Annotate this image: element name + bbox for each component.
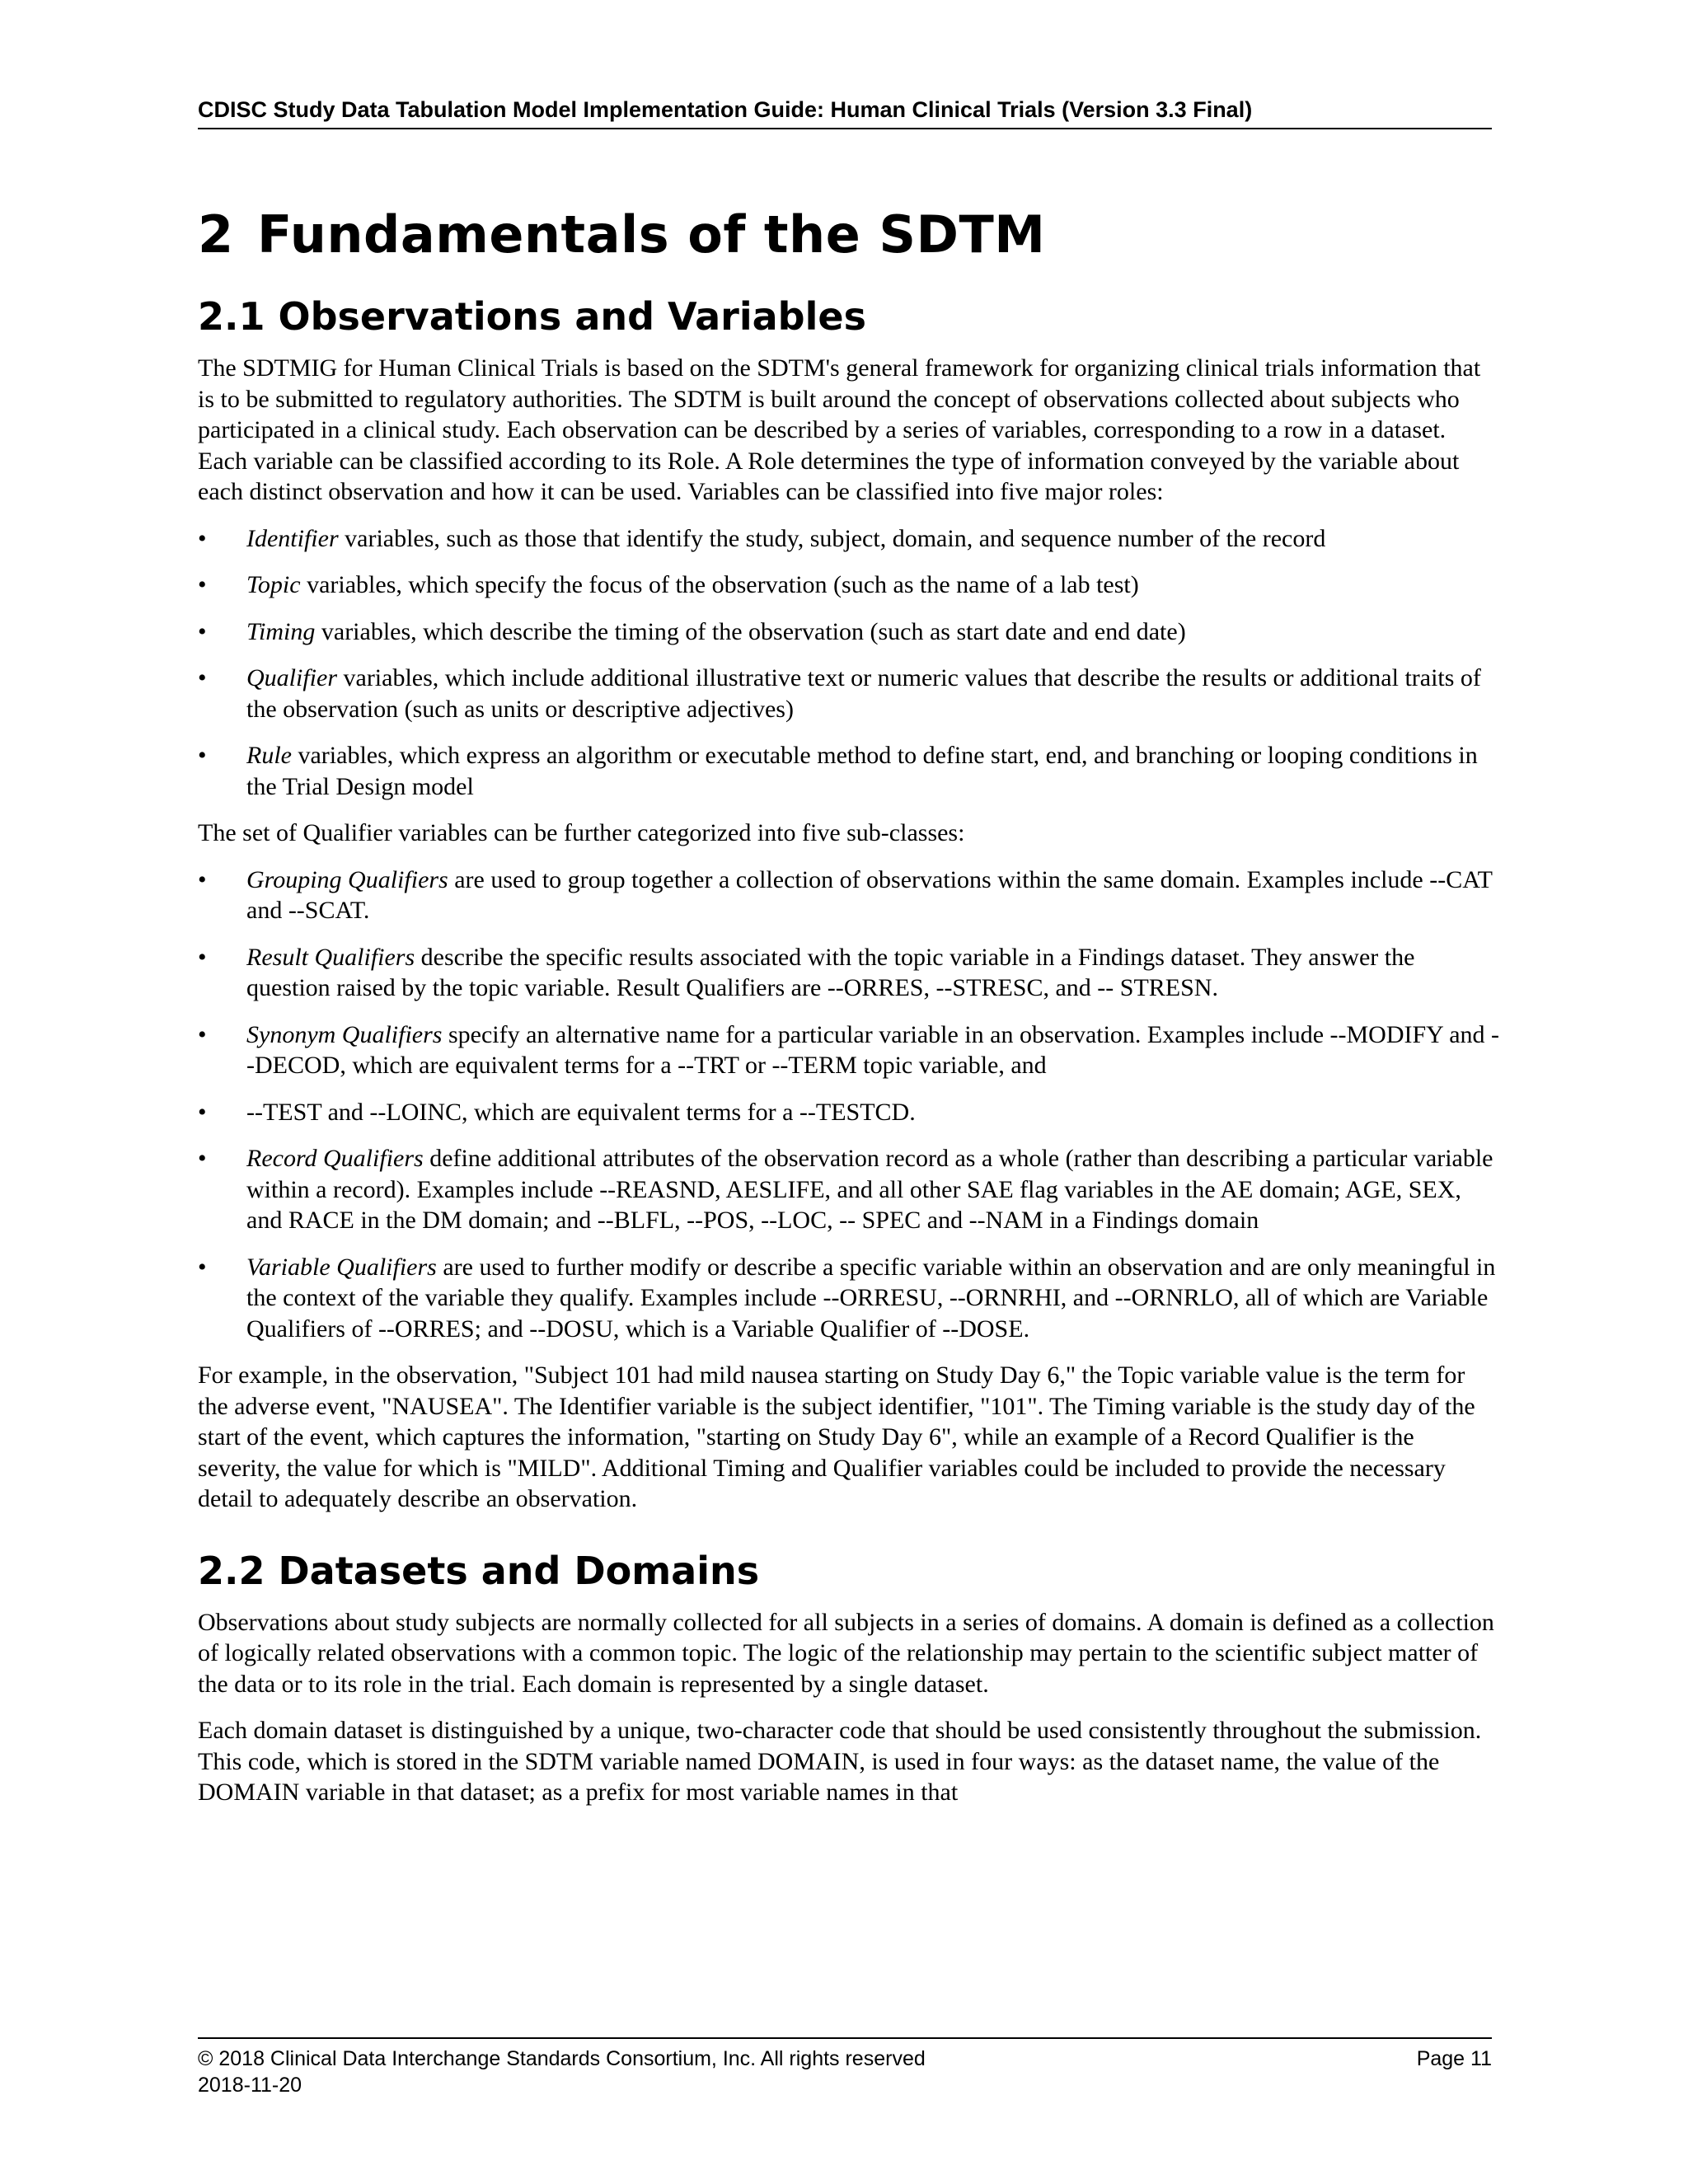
subclass-intro-paragraph: The set of Qualifier variables can be further categorized into five sub-classes: <box>198 819 965 846</box>
bullet-icon: • <box>198 943 207 971</box>
list-item <box>198 865 1500 926</box>
section-heading-datasets-domains: 2.2 Datasets and Domains <box>198 1548 760 1593</box>
bullet-icon: • <box>198 617 207 645</box>
role-text: variables, which describe the timing of the observation (such as start date and end date) <box>315 617 1186 645</box>
section-heading-observations-variables: 2.1 Observations and Variables <box>198 294 866 339</box>
bullet-icon: • <box>198 571 207 598</box>
subclass-term: Result Qualifiers <box>246 943 415 971</box>
list-item <box>198 663 1500 724</box>
list-item <box>198 569 1500 601</box>
domains-paragraph-1: Observations about study subjects are normally collected for all subjects in a series of domains. A domain is defined as a collection of logically related observations with a common topic. The logic of the relationship may pertain to the scientific subject matter of the data or to its role in the trial. Each domain is represented by a single dataset. <box>198 1608 1494 1698</box>
subclass-text: describe the specific results associated with the topic variable in a Findings dataset. They answer the question raised by the topic variable. Result Qualifiers are --ORRES, --STRESC, and -- STRESN. <box>246 943 1415 1001</box>
list-item <box>198 616 1500 648</box>
subclass-term: Record Qualifiers <box>246 1145 424 1172</box>
footer-row <box>198 2046 1492 2072</box>
subclass-text: are used to group together a collection of observations within the same domain. Examples include --CAT and --SCAT. <box>246 865 1493 924</box>
subclass-term: Variable Qualifiers <box>246 1253 437 1281</box>
list-item <box>198 1097 1500 1128</box>
subclasses-list <box>198 865 1500 1345</box>
bullet-icon: • <box>198 664 207 691</box>
list-item <box>198 1019 1500 1081</box>
role-text: variables, which include additional illustrative text or numeric values that describe the results or additional traits of the observation (such as units or descriptive adjectives) <box>246 664 1481 723</box>
role-text: variables, which specify the focus of the observation (such as the name of a lab test) <box>300 571 1139 598</box>
list-item <box>198 942 1500 1004</box>
chapter-title <box>198 203 1500 267</box>
bullet-icon: • <box>198 1253 207 1281</box>
footer-date: 2018-11-20 <box>198 2074 302 2097</box>
intro-paragraph: The SDTMIG for Human Clinical Trials is based on the SDTM's general framework for organizing clinical trials information that is to be submitted to regulatory authorities. The SDTM is built around the concept of observations collected about subjects who participated in a clinical study. Each observation can be described by a series of variables, corresponding to a row in a dataset. Each variable can be classified according to its Role. A Role determines the type of information conveyed by the variable about each distinct observation and how it can be used. Variables can be classified into five major roles: <box>198 354 1481 505</box>
role-term: Qualifier <box>246 664 337 691</box>
bullet-icon: • <box>198 865 207 893</box>
chapter-title-text: Fundamentals of the SDTM <box>257 204 1046 265</box>
bullet-icon: • <box>198 1020 207 1048</box>
list-item <box>198 1143 1500 1236</box>
role-term: Identifier <box>246 524 339 552</box>
role-text: variables, such as those that identify the study, subject, domain, and sequence number of the record <box>338 524 1326 552</box>
role-term: Topic <box>246 571 301 598</box>
bullet-icon: • <box>198 1098 207 1126</box>
subclass-text: specify an alternative name for a particular variable in an observation. Examples include --MODIFY and --DECOD, which are equivalent terms for a --TRT or --TERM topic variable, and <box>246 1020 1500 1079</box>
subclass-text: are used to further modify or describe a specific variable within an observation and are only meaningful in the context of the variable they qualify. Examples include --ORRESU, --ORNRHI, and --ORNRLO, all of which are Variable Qualifiers of --ORRES; and --DOSU, which is a Variable Qualifier of --DOSE. <box>246 1253 1496 1343</box>
running-header: CDISC Study Data Tabulation Model Implementation Guide: Human Clinical Trials (Version 3.3 Final) <box>198 97 1492 129</box>
bullet-icon: • <box>198 524 207 552</box>
subclass-term: Grouping Qualifiers <box>246 865 448 893</box>
domains-paragraph-2: Each domain dataset is distinguished by a unique, two-character code that should be used consistently throughout the submission. This code, which is stored in the SDTM variable named DOMAIN, is used in four ways: as the dataset name, the value of the DOMAIN variable in that dataset; as a prefix for most variable names in that <box>198 1717 1482 1806</box>
subclass-text: --TEST and --LOINC, which are equivalent terms for a --TESTCD. <box>246 1098 916 1126</box>
bullet-icon: • <box>198 742 207 769</box>
chapter-number: 2 <box>198 204 234 265</box>
list-item <box>198 523 1500 555</box>
page-content <box>198 203 1500 1824</box>
role-term: Rule <box>246 742 292 769</box>
subclass-text: define additional attributes of the observation record as a whole (rather than describing a particular variable within a record). Examples include --REASND, AESLIFE, and all other SAE flag variables in the AE domain; AGE, SEX, and RACE in the DM domain; and --BLFL, --POS, --LOC, -- SPEC and --NAM in a Findings domain <box>246 1145 1493 1234</box>
list-item <box>198 1252 1500 1345</box>
role-term: Timing <box>246 617 316 645</box>
bullet-icon: • <box>198 1145 207 1172</box>
list-item <box>198 740 1500 802</box>
running-footer <box>198 2037 1492 2098</box>
role-text: variables, which express an algorithm or executable method to define start, end, and branching or looping conditions in the Trial Design model <box>246 742 1478 800</box>
example-paragraph: For example, in the observation, "Subject 101 had mild nausea starting on Study Day 6," the Topic variable value is the term for the adverse event, "NAUSEA". The Identifier variable is the subject identifier, "101". The Timing variable is the study day of the start of the event, which captures the information, "starting on Study Day 6", while an example of a Record Qualifier is the severity, the value for which is "MILD". Additional Timing and Qualifier variables could be included to provide the necessary detail to adequately describe an observation. <box>198 1361 1475 1512</box>
roles-list <box>198 523 1500 803</box>
copyright-text: © 2018 Clinical Data Interchange Standards Consortium, Inc. All rights reserved <box>198 2047 926 2070</box>
page-number: Page 11 <box>1416 2047 1492 2070</box>
subclass-term: Synonym Qualifiers <box>246 1020 443 1048</box>
